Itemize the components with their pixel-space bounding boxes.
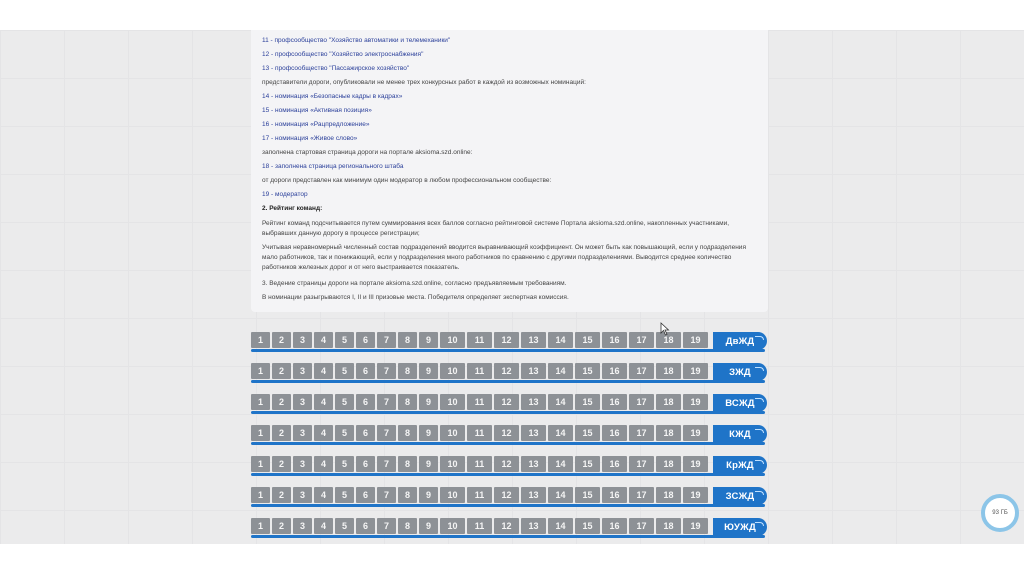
criterion-cell[interactable]: 5 [335, 456, 354, 472]
criterion-cell[interactable]: 15 [575, 518, 600, 534]
criterion-cell[interactable]: 8 [398, 332, 417, 348]
criterion-cell[interactable]: 11 [467, 425, 492, 441]
criterion-cell[interactable]: 18 [656, 518, 681, 534]
criterion-cell[interactable]: 18 [656, 487, 681, 503]
criterion-cell[interactable]: 12 [494, 394, 519, 410]
criterion-cell[interactable]: 16 [602, 425, 627, 441]
bottom-bar [0, 544, 1024, 574]
document-line: заполнена стартовая страница дороги на портале aksioma.szd.online: [262, 149, 473, 156]
criterion-cell[interactable]: 1 [251, 394, 270, 410]
document-line: 2. Рейтинг команд: [262, 205, 323, 212]
criterion-cell[interactable]: 13 [521, 332, 546, 348]
criteria-cells [251, 425, 708, 441]
top-bar [0, 0, 1024, 30]
criterion-cell[interactable]: 19 [683, 394, 708, 410]
criterion-cell[interactable]: 13 [521, 518, 546, 534]
criterion-cell[interactable]: 3 [293, 425, 312, 441]
criterion-cell[interactable]: 15 [575, 425, 600, 441]
criterion-cell[interactable]: 17 [629, 518, 654, 534]
criterion-cell[interactable]: 3 [293, 456, 312, 472]
criterion-cell[interactable]: 17 [629, 487, 654, 503]
criterion-cell[interactable]: 2 [272, 518, 291, 534]
railway-row [251, 425, 769, 456]
criterion-cell[interactable]: 10 [440, 487, 465, 503]
document-line: Рейтинг команд подсчитывается путем суммирования всех баллов согласно рейтинговой системе Портала aksioma.szd.online, накопленных участниками, выбравших данную дорогу в процессе регистрации; [262, 220, 730, 237]
criterion-cell[interactable]: 7 [377, 332, 396, 348]
criterion-cell[interactable]: 13 [521, 456, 546, 472]
criterion-cell[interactable]: 18 [656, 394, 681, 410]
criterion-cell[interactable]: 6 [356, 394, 375, 410]
row-underline [251, 535, 765, 538]
criterion-cell[interactable]: 8 [398, 425, 417, 441]
criteria-cells [251, 363, 708, 379]
criterion-cell[interactable]: 12 [494, 425, 519, 441]
criterion-cell[interactable]: 1 [251, 332, 270, 348]
criterion-cell[interactable]: 16 [602, 332, 627, 348]
criterion-cell[interactable]: 6 [356, 425, 375, 441]
criterion-cell[interactable]: 12 [494, 363, 519, 379]
criterion-cell[interactable]: 7 [377, 425, 396, 441]
railway-tag[interactable]: ВСЖД [713, 394, 767, 412]
criterion-cell[interactable]: 18 [656, 425, 681, 441]
criterion-cell[interactable]: 6 [356, 363, 375, 379]
criteria-cells [251, 456, 708, 472]
criterion-cell[interactable]: 10 [440, 518, 465, 534]
criterion-cell[interactable]: 8 [398, 394, 417, 410]
criteria-cells [251, 487, 708, 503]
criterion-cell[interactable]: 2 [272, 425, 291, 441]
criterion-cell[interactable]: 17 [629, 425, 654, 441]
railway-row [251, 487, 769, 518]
railway-tag[interactable]: ЗСЖД [713, 487, 767, 505]
criterion-cell[interactable]: 16 [602, 394, 627, 410]
criterion-cell[interactable]: 9 [419, 332, 438, 348]
criterion-cell[interactable]: 9 [419, 394, 438, 410]
criterion-cell[interactable]: 13 [521, 487, 546, 503]
criterion-cell[interactable]: 6 [356, 487, 375, 503]
document-line: 14 - номинация «Безопасные кадры в кадрах» [262, 93, 403, 100]
document-line: 18 - заполнена страница регионального штаба [262, 163, 404, 170]
criterion-cell[interactable]: 7 [377, 518, 396, 534]
criterion-cell[interactable]: 19 [683, 363, 708, 379]
criterion-cell[interactable]: 18 [656, 456, 681, 472]
railway-tag[interactable]: ДвЖД [713, 332, 767, 350]
criterion-cell[interactable]: 14 [548, 456, 573, 472]
criterion-cell[interactable]: 13 [521, 363, 546, 379]
railway-row [251, 332, 769, 363]
criterion-cell[interactable]: 6 [356, 518, 375, 534]
criterion-cell[interactable]: 11 [467, 456, 492, 472]
criterion-cell[interactable]: 10 [440, 394, 465, 410]
criterion-cell[interactable]: 1 [251, 456, 270, 472]
railway-tag[interactable]: КрЖД [713, 456, 767, 474]
document-line: В номинации разыгрываются I, II и III призовые места. Победителя определяет экспертная комиссия. [262, 294, 569, 301]
criterion-cell[interactable]: 2 [272, 456, 291, 472]
criterion-cell[interactable]: 16 [602, 518, 627, 534]
criterion-cell[interactable]: 16 [602, 456, 627, 472]
criterion-cell[interactable]: 19 [683, 456, 708, 472]
criterion-cell[interactable]: 19 [683, 425, 708, 441]
criterion-cell[interactable]: 18 [656, 332, 681, 348]
criterion-cell[interactable]: 19 [683, 518, 708, 534]
criterion-cell[interactable]: 14 [548, 332, 573, 348]
criterion-cell[interactable]: 17 [629, 332, 654, 348]
criterion-cell[interactable]: 16 [602, 487, 627, 503]
criterion-cell[interactable]: 7 [377, 363, 396, 379]
criterion-cell[interactable]: 1 [251, 487, 270, 503]
criterion-cell[interactable]: 11 [467, 518, 492, 534]
criterion-cell[interactable]: 3 [293, 332, 312, 348]
row-underline [251, 380, 765, 383]
criterion-cell[interactable]: 4 [314, 518, 333, 534]
criterion-cell[interactable]: 1 [251, 518, 270, 534]
document-line: Учитывая неравномерный численный состав подразделений вводится выравнивающий коэффициент. Он может быть как повышающий, если у подразделения мало работников, так и понижающий, если у подразделения много работников по сравнению с другими подразделениями. Выводится среднее количество работников железных дорог и от него выстраивается показатель. [262, 244, 746, 271]
criterion-cell[interactable]: 10 [440, 425, 465, 441]
document-line: 15 - номинация «Активная позиция» [262, 107, 372, 114]
criterion-cell[interactable]: 8 [398, 456, 417, 472]
document-line: 17 - номинация «Живое слово» [262, 135, 358, 142]
storage-badge[interactable] [981, 494, 1019, 532]
railway-tag[interactable]: ЗЖД [713, 363, 767, 381]
criterion-cell[interactable]: 5 [335, 394, 354, 410]
criterion-cell[interactable]: 4 [314, 332, 333, 348]
criterion-cell[interactable]: 12 [494, 456, 519, 472]
document-line: 12 - профсообщество "Хозяйство электроснабжения" [262, 51, 424, 58]
criterion-cell[interactable]: 15 [575, 394, 600, 410]
criterion-cell[interactable]: 12 [494, 518, 519, 534]
criterion-cell[interactable]: 15 [575, 332, 600, 348]
criterion-cell[interactable]: 14 [548, 518, 573, 534]
criterion-cell[interactable]: 3 [293, 487, 312, 503]
criterion-cell[interactable]: 4 [314, 394, 333, 410]
row-underline [251, 411, 765, 414]
rules-document [251, 30, 768, 312]
row-underline [251, 473, 765, 476]
criterion-cell[interactable]: 3 [293, 518, 312, 534]
criterion-cell[interactable]: 10 [440, 363, 465, 379]
criterion-cell[interactable]: 9 [419, 363, 438, 379]
criterion-cell[interactable]: 4 [314, 363, 333, 379]
criterion-cell[interactable]: 12 [494, 487, 519, 503]
criterion-cell[interactable]: 14 [548, 363, 573, 379]
criterion-cell[interactable]: 10 [440, 456, 465, 472]
criterion-cell[interactable]: 19 [683, 332, 708, 348]
criterion-cell[interactable]: 11 [467, 487, 492, 503]
criterion-cell[interactable]: 13 [521, 394, 546, 410]
criterion-cell[interactable]: 17 [629, 394, 654, 410]
criterion-cell[interactable]: 5 [335, 425, 354, 441]
criteria-cells [251, 332, 708, 348]
criteria-cells [251, 518, 708, 534]
criterion-cell[interactable]: 18 [656, 363, 681, 379]
criterion-cell[interactable]: 9 [419, 425, 438, 441]
document-line: 19 - модератор [262, 191, 308, 198]
criterion-cell[interactable]: 7 [377, 394, 396, 410]
document-line: 13 - профсообщество "Пассажирское хозяйство" [262, 65, 410, 72]
criterion-cell[interactable]: 11 [467, 394, 492, 410]
criterion-cell[interactable]: 1 [251, 363, 270, 379]
criterion-cell[interactable]: 15 [575, 487, 600, 503]
criterion-cell[interactable]: 6 [356, 332, 375, 348]
row-underline [251, 442, 765, 445]
criterion-cell[interactable]: 2 [272, 363, 291, 379]
document-line: представители дороги, опубликовали не менее трех конкурсных работ в каждой из возможных номинаций: [262, 79, 586, 86]
criterion-cell[interactable]: 4 [314, 456, 333, 472]
criterion-cell[interactable]: 16 [602, 363, 627, 379]
criterion-cell[interactable]: 7 [377, 487, 396, 503]
row-underline [251, 349, 765, 352]
railway-score-rows [251, 332, 769, 544]
criterion-cell[interactable]: 19 [683, 487, 708, 503]
criterion-cell[interactable]: 8 [398, 518, 417, 534]
document-line: 3. Ведение страницы дороги на портале aksioma.szd.online, согласно предъявляемым требованиям. [262, 280, 567, 287]
criterion-cell[interactable]: 13 [521, 425, 546, 441]
document-line: 11 - профсообщество "Хозяйство автоматики и телемеханики" [262, 37, 451, 44]
criterion-cell[interactable]: 14 [548, 425, 573, 441]
criterion-cell[interactable]: 8 [398, 363, 417, 379]
criterion-cell[interactable]: 5 [335, 518, 354, 534]
presentation-slide [0, 30, 1024, 544]
criterion-cell[interactable]: 6 [356, 456, 375, 472]
railway-tag[interactable]: ЮУЖД [713, 518, 767, 536]
criterion-cell[interactable]: 2 [272, 487, 291, 503]
criterion-cell[interactable]: 2 [272, 394, 291, 410]
row-underline [251, 504, 765, 507]
criterion-cell[interactable]: 3 [293, 394, 312, 410]
criterion-cell[interactable]: 9 [419, 487, 438, 503]
criterion-cell[interactable]: 9 [419, 518, 438, 534]
criterion-cell[interactable]: 17 [629, 363, 654, 379]
criterion-cell[interactable]: 4 [314, 487, 333, 503]
criterion-cell[interactable]: 15 [575, 363, 600, 379]
document-line: от дороги представлен как минимум один модератор в любом профессиональном сообществе: [262, 177, 552, 184]
criterion-cell[interactable]: 4 [314, 425, 333, 441]
criterion-cell[interactable]: 10 [440, 332, 465, 348]
criterion-cell[interactable]: 7 [377, 456, 396, 472]
railway-row [251, 518, 769, 544]
criterion-cell[interactable]: 9 [419, 456, 438, 472]
criterion-cell[interactable]: 8 [398, 487, 417, 503]
document-line: 16 - номинация «Рацпредложение» [262, 121, 370, 128]
criterion-cell[interactable]: 11 [467, 363, 492, 379]
railway-row [251, 394, 769, 425]
criterion-cell[interactable]: 15 [575, 456, 600, 472]
criterion-cell[interactable]: 5 [335, 363, 354, 379]
railway-tag[interactable]: КЖД [713, 425, 767, 443]
criterion-cell[interactable]: 1 [251, 425, 270, 441]
criterion-cell[interactable]: 12 [494, 332, 519, 348]
railway-row [251, 456, 769, 487]
criterion-cell[interactable]: 14 [548, 487, 573, 503]
criterion-cell[interactable]: 5 [335, 487, 354, 503]
criterion-cell[interactable]: 11 [467, 332, 492, 348]
storage-badge-label: 93 ГБ [992, 510, 1008, 516]
criterion-cell[interactable]: 17 [629, 456, 654, 472]
criterion-cell[interactable]: 2 [272, 332, 291, 348]
criteria-cells [251, 394, 708, 410]
criterion-cell[interactable]: 3 [293, 363, 312, 379]
railway-row [251, 363, 769, 394]
criterion-cell[interactable]: 5 [335, 332, 354, 348]
criterion-cell[interactable]: 14 [548, 394, 573, 410]
